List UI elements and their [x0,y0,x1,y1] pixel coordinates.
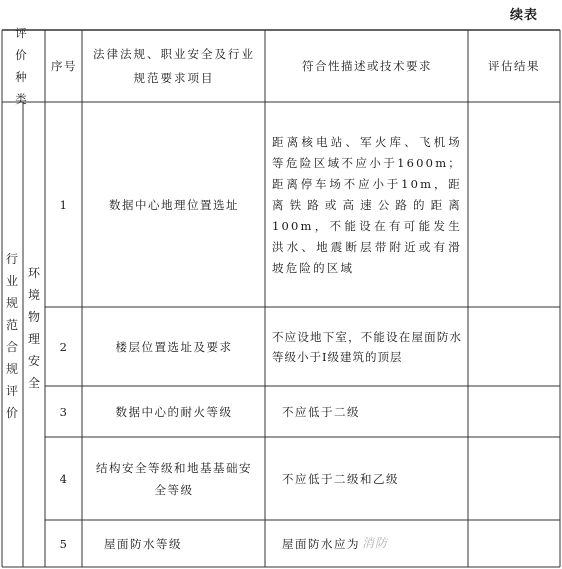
row-2-requirement [268,308,466,386]
header-requirement-item: 法律法规、职业安全及行业规范要求项目 [93,47,255,85]
header-seq: 序号 [51,58,77,73]
row-3-requirement: 不应低于二级 [282,404,360,419]
row-4-item: 结构安全等级和地基基础安全等级 [96,461,252,497]
row-2-seq: 2 [59,339,69,354]
watermark: 消防 [362,536,389,550]
row-1-requirement-text: 距离核电站、军火库、飞机场等危险区域不应小于1600m；距离停车场不应小于10m，距离铁路或高速公路的距离100m，不能设在有可能发生洪水、地震断层带附近或有滑坡危险的区域 [272,134,462,275]
row-5-result [469,521,559,567]
header-result: 评估结果 [488,58,540,73]
row-1-result [469,103,559,307]
row-4-requirement: 不应低于二级和乙级 [282,471,399,486]
row-3-item: 数据中心的耐火等级 [115,404,233,419]
header-compliance: 符合性描述或技术要求 [302,58,432,73]
row-3-result [469,387,559,437]
row-5-seq: 5 [59,536,69,551]
row-2-result [469,308,559,386]
row-1-requirement [268,103,466,307]
row-1-item: 数据中心地理位置选址 [109,197,239,212]
category-sub: 环境物理安全 [27,266,40,390]
row-5-item: 屋面防水等级 [104,536,182,551]
row-2-requirement-text: 不应设地下室，不能设在屋面防水等级小于Ⅰ级建筑的顶层 [272,330,462,364]
header-category: 评价种类 [15,26,33,106]
row-2-item: 楼层位置选址及要求 [115,339,233,354]
row-5-requirement: 屋面防水应为 [282,536,360,551]
row-3-seq: 3 [59,404,69,419]
row-4-result [469,438,559,520]
category-main: 行业规范合规评价 [5,252,18,420]
continued-label: 续表 [509,8,538,23]
row-4-seq: 4 [59,471,69,486]
row-1-seq: 1 [59,197,69,212]
